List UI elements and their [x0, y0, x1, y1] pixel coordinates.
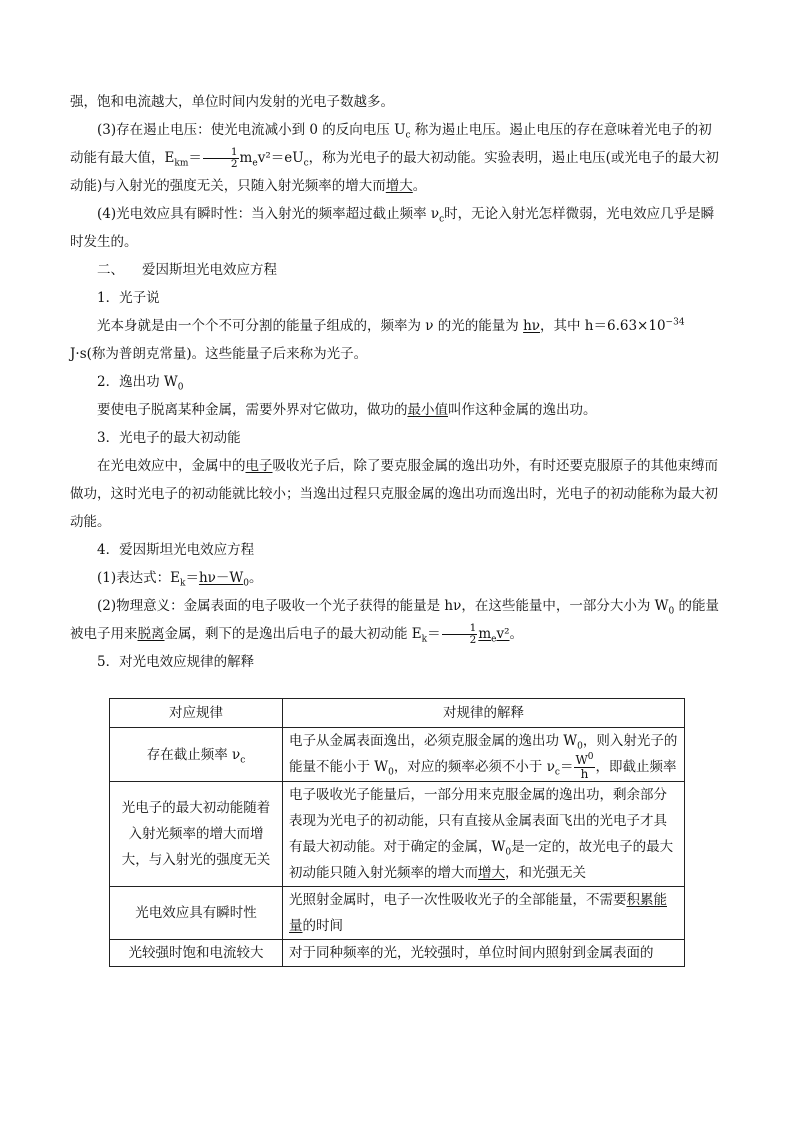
- subheading-einstein-equation: 4．爱因斯坦光电效应方程: [97, 542, 255, 558]
- subheading-max-kinetic-energy: 3．光电子的最大初动能: [97, 430, 241, 446]
- table-cell-law: 存在截止频率 $\nu_c$: [110, 728, 283, 782]
- table-cell-law: 光电效应具有瞬时性: [110, 887, 283, 940]
- table-cell-explanation: 电子从金属表面逸出，必须克服金属的逸出功 $W_0$，则入射光子的能量不能小于 $W_0$，对应的频率必须不小于 $\nu_c=$ $\frac{W^0}{h}$ ，即截止频率: [283, 728, 685, 782]
- fraction-one-half: $\frac{1}{2}$: [203, 147, 239, 170]
- paragraph-stopping-voltage: (3)存在遏止电压：使光电流减小到 0 的反向电压 $U_c$ 称为遏止电压。遏止电压的存在意味着光电子的初动能有最大值，$E_{km}=$ $\frac{1}{2}$ $m_ev^2=eU_c$，称为光电子的最大初动能。实验表明，遏止电压(或光电子的最大初动能)与入射光的强度无关，只随入射光频率的增大而增大。: [70, 122, 719, 194]
- table-cell-law: 光较强时饱和电流较大: [110, 940, 283, 967]
- paragraph-photon-theory: 光本身就是由一个个不可分割的能量子组成的，频率为 ν 的光的能量为 hν，其中 $h=6.63\times 10^{-34}$ J·s(称为普朗克常量)。这些能量子后来称为光子。: [70, 317, 685, 362]
- table-header-law: 对应规律: [110, 699, 283, 728]
- table-cell-explanation: 对于同种频率的光，光较强时，单位时间内照射到金属表面的: [283, 940, 685, 967]
- document-body: [70, 88, 724, 676]
- table-row: [110, 887, 685, 940]
- underlined-kinetic-formula: $\frac{1}{2}$ $m_ev^2$: [441, 626, 510, 642]
- fraction-one-half: $\frac{1}{2}$: [442, 623, 478, 646]
- table-row: [110, 940, 685, 967]
- table-row: [110, 728, 685, 782]
- table-header-explanation: 对规律的解释: [283, 699, 685, 728]
- paragraph-physical-meaning: (2)物理意义：金属表面的电子吸收一个光子获得的能量是 hν，在这些能量中，一部分大小为 $W_0$ 的能量被电子用来脱离金属，剩下的是逸出后电子的最大初动能 $E_k=$ $\frac{1}{2}$ $m_ev^2$。: [70, 598, 720, 646]
- fraction-w0-over-h: $\frac{W^0}{h}$: [575, 752, 594, 781]
- table-cell-explanation: 光照射金属时，电子一次性吸收光子的全部能量，不需要积累能量的时间: [283, 887, 685, 940]
- table-header-row: [110, 699, 685, 728]
- law-explanation-table: [109, 698, 685, 967]
- paragraph-instantaneity: (4)光电效应具有瞬时性：当入射光的频率超过截止频率 $\nu_c$时，无论入射光怎样微弱，光电效应几乎是瞬时发生的。: [70, 206, 715, 250]
- underlined-formula: $h\nu-W_0$: [198, 570, 249, 589]
- paragraph-max-kinetic-energy: 在光电效应中，金属中的电子吸收光子后，除了要克服金属的逸出功外，有时还要克服原子的其他束缚而做功，这时光电子的初动能就比较小；当逸出过程只克服金属的逸出功而逸出时，光电子的初动能称为最大初动能。: [70, 458, 718, 530]
- table-cell-law: 光电子的最大初动能随着入射光频率的增大而增大，与入射光的强度无关: [110, 782, 283, 887]
- subheading-work-function: 2．逸出功 $W_0$: [97, 374, 184, 393]
- table-cell-explanation: 电子吸收光子能量后，一部分用来克服金属的逸出功，剩余部分表现为光电子的初动能，只有直接从金属表面飞出的光电子才具有最大初动能。对于确定的金属，$W_0$是一定的，故光电子的最大初动能只随入射光频率的增大而增大，和光强无关: [283, 782, 685, 887]
- section-heading-einstein-equation: 二、 爱因斯坦光电效应方程: [97, 262, 277, 278]
- paragraph-expression: (1)表达式：$E_k=h\nu-W_0$。: [97, 570, 263, 589]
- table-row: [110, 782, 685, 887]
- paragraph-saturation-current: 强，饱和电流越大，单位时间内发射的光电子数越多。: [70, 94, 394, 110]
- subheading-photon-theory: 1．光子说: [97, 290, 160, 306]
- paragraph-work-function: 要使电子脱离某种金属，需要外界对它做功，做功的最小值叫作这种金属的逸出功。: [97, 402, 597, 418]
- subheading-law-explanation: 5．对光电效应规律的解释: [97, 654, 255, 670]
